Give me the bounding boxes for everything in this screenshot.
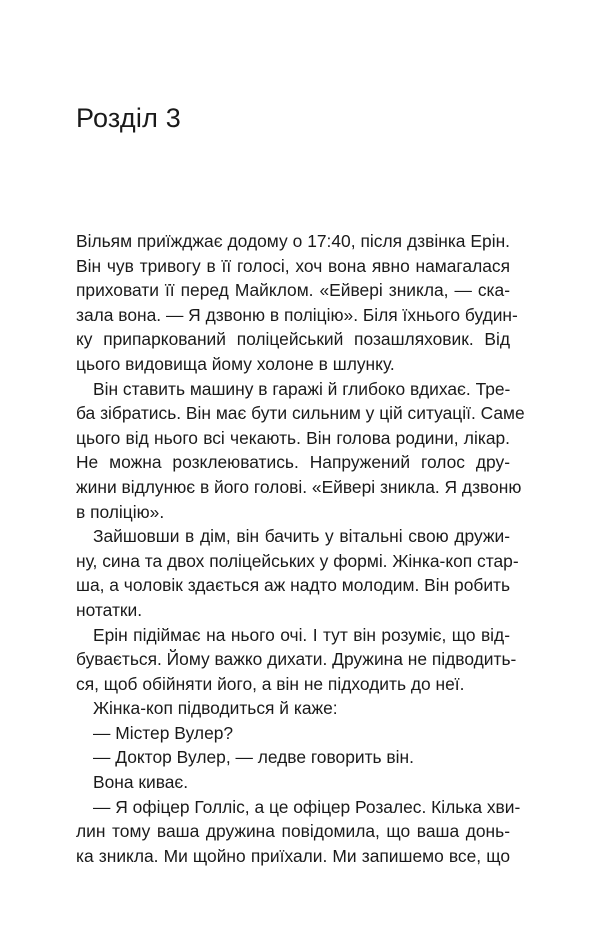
body-text-line: приховати її перед Майклом. «Ейвері зникла, — ска- bbox=[76, 280, 510, 301]
body-text-line: — Містер Вулер? bbox=[93, 722, 234, 743]
body-text-line: Зайшовши в дім, він бачить у вітальні свою дружи- bbox=[93, 526, 510, 547]
body-text-line: Не можна розклеюватись. Напружений голос дру- bbox=[76, 452, 510, 473]
chapter-body-text bbox=[76, 229, 525, 868]
body-text-line: ку припаркований поліцейський позашляховик. Від bbox=[76, 329, 510, 350]
body-text-line: зала вона. — Я дзвоню в поліцію». Біля їхнього будин- bbox=[76, 304, 518, 325]
body-text-line: жини відлунює в його голові. «Ейвері зникла. Я дзвоню bbox=[76, 476, 522, 497]
body-text-line: Вільям приїжджає додому о 17:40, після дзвінка Ерін. bbox=[76, 231, 510, 251]
body-text-line: Він ставить машину в гаражі й глибоко вдихає. Тре- bbox=[93, 378, 511, 399]
body-text-line: Жінка-коп підводиться й каже: bbox=[93, 698, 338, 719]
body-text-line: Він чув тривогу в її голосі, хоч вона явно намагалася bbox=[76, 255, 510, 276]
body-text-line: Вона киває. bbox=[93, 772, 189, 793]
body-text-line: Ерін підіймає на нього очі. І тут він розуміє, що від- bbox=[93, 624, 510, 645]
body-text-line: — Доктор Вулер, — ледве говорить він. bbox=[93, 747, 414, 768]
body-text-line: ну, сина та двох поліцейських у формі. Жінка-коп стар- bbox=[76, 550, 519, 571]
body-text-line: лин тому ваша дружина повідомила, що ваша донь- bbox=[76, 821, 510, 842]
body-text-line: ша, а чоловік здається аж надто молодим. Він робить bbox=[76, 575, 511, 596]
body-text-line: бувається. Йому важко дихати. Дружина не підводить- bbox=[76, 649, 517, 670]
body-text-line: в поліцію». bbox=[76, 501, 165, 522]
body-text-line: ка зникла. Ми щойно приїхали. Ми запишемо все, що bbox=[76, 845, 510, 866]
body-text-line: цього від нього всі чекають. Він голова родини, лікар. bbox=[76, 427, 510, 448]
body-text-line: ся, щоб обійняти його, а він не підходить до неї. bbox=[76, 673, 465, 694]
body-text-line: цього видовища йому холоне в шлунку. bbox=[76, 353, 395, 374]
body-text-line: ба зібратись. Він має бути сильним у цій ситуації. Саме bbox=[76, 403, 525, 424]
body-text-line: — Я офіцер Голліс, а це офіцер Розалес. Кілька хви- bbox=[93, 796, 521, 817]
body-text-line: нотатки. bbox=[76, 599, 143, 620]
chapter-title: Розділ 3 bbox=[76, 103, 181, 133]
